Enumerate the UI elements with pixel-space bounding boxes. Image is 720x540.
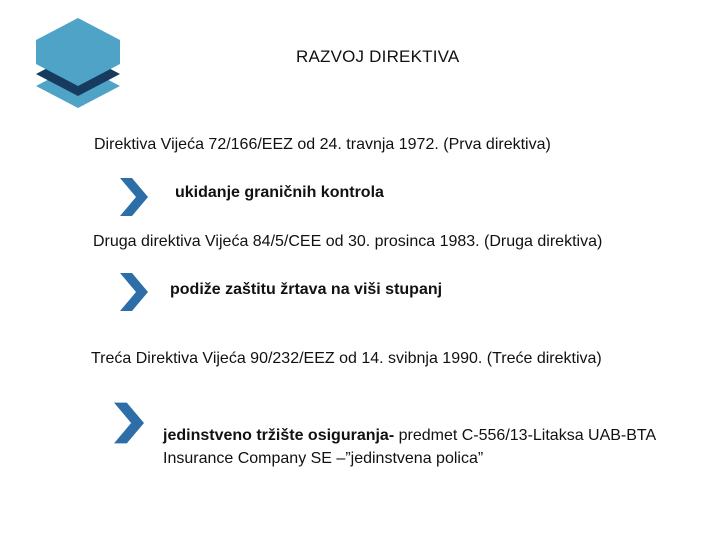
chevron-right-icon <box>120 273 148 311</box>
directive-3-detail <box>163 424 693 470</box>
directive-1-heading: Direktiva Vijeća 72/166/EEZ od 24. travnja 1972. (Prva direktiva) <box>94 136 551 153</box>
directive-2-detail-bold: podiže zaštitu žrtava na viši stupanj <box>170 281 443 298</box>
directive-1-detail <box>175 184 384 202</box>
directive-3-detail-bold: jedinstveno tržište osiguranja- <box>163 427 395 444</box>
layered-diamond-logo-icon <box>36 18 120 116</box>
directive-2-heading: Druga direktiva Vijeća 84/5/CEE od 30. prosinca 1983. (Druga direktiva) <box>93 233 603 250</box>
chevron-right-icon <box>114 401 144 445</box>
directive-3-heading: Treća Direktiva Vijeća 90/232/EEZ od 14. svibnja 1990. (Treće direktiva) <box>91 350 602 367</box>
directive-1-detail-bold: ukidanje graničnih kontrola <box>175 184 384 201</box>
slide-title: RAZVOJ DIREKTIVA <box>296 47 460 66</box>
directive-2-detail <box>170 281 442 299</box>
chevron-right-icon <box>120 178 148 216</box>
directive-3-detail-rest: predmet C-556/13-Litaksa UAB-BTA Insurance Company SE –”jedinstvena polica” <box>163 427 656 467</box>
